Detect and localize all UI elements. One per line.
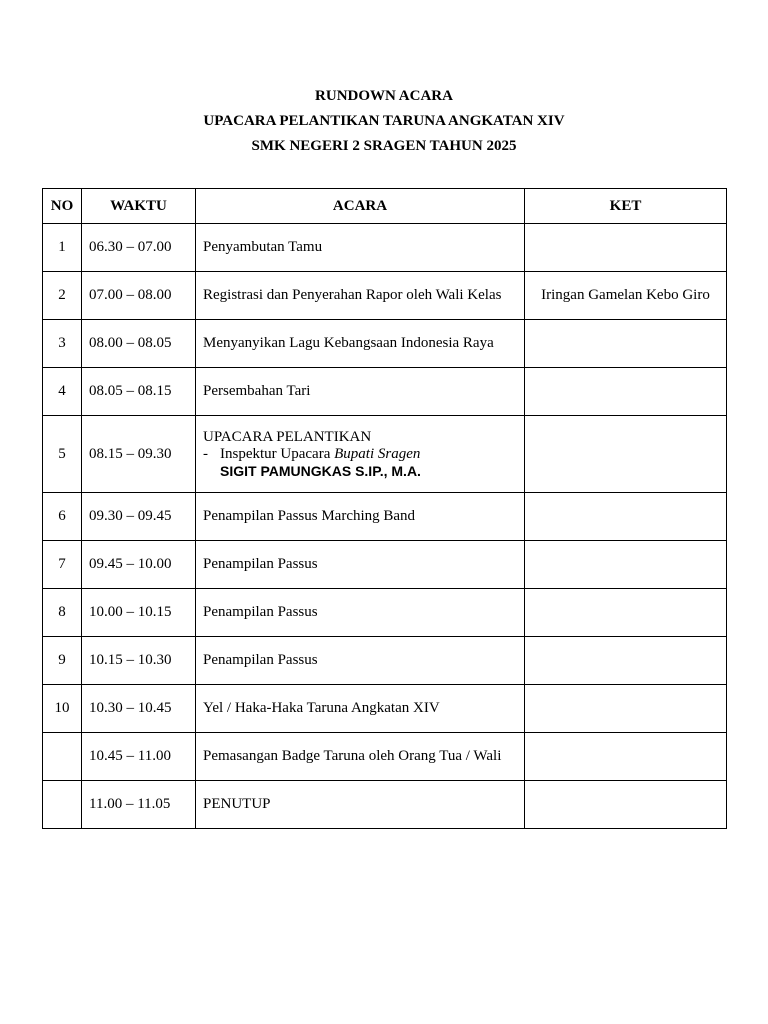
cell-ket [525, 320, 727, 368]
table-row [43, 416, 727, 493]
document-subtitle: UPACARA PELANTIKAN TARUNA ANGKATAN XIV [203, 113, 565, 129]
cell-waktu: 08.00 – 08.05 [82, 320, 196, 368]
cell-no: 2 [43, 272, 82, 320]
column-header-acara: ACARA [196, 189, 525, 224]
document-school-year: SMK NEGERI 2 SRAGEN TAHUN 2025 [251, 138, 517, 154]
cell-ket [525, 685, 727, 733]
table-row [43, 637, 727, 685]
cell-ket [525, 589, 727, 637]
cell-no: 8 [43, 589, 82, 637]
table-row [43, 781, 727, 829]
cell-no: 10 [43, 685, 82, 733]
cell-no: 4 [43, 368, 82, 416]
cell-waktu: 11.00 – 11.05 [82, 781, 196, 829]
cell-waktu: 10.00 – 10.15 [82, 589, 196, 637]
cell-acara: Yel / Haka-Haka Taruna Angkatan XIV [196, 685, 525, 733]
document-title: RUNDOWN ACARA [315, 88, 453, 104]
inspector-role: Bupati Sragen [334, 445, 421, 462]
cell-no: 3 [43, 320, 82, 368]
cell-waktu: 10.15 – 10.30 [82, 637, 196, 685]
table-row [43, 685, 727, 733]
cell-acara: Penampilan Passus [196, 637, 525, 685]
cell-waktu: 08.15 – 09.30 [82, 416, 196, 493]
cell-waktu: 09.30 – 09.45 [82, 493, 196, 541]
cell-ket [525, 416, 727, 493]
cell-ket [525, 541, 727, 589]
list-dash: - [203, 445, 208, 462]
cell-no: 7 [43, 541, 82, 589]
column-header-no: NO [43, 189, 82, 224]
table-header-row [43, 189, 727, 224]
rundown-table [42, 188, 727, 829]
cell-waktu: 09.45 – 10.00 [82, 541, 196, 589]
cell-acara: Penampilan Passus [196, 541, 525, 589]
document-header [0, 86, 768, 161]
cell-acara: Menyanyikan Lagu Kebangsaan Indonesia Raya [196, 320, 525, 368]
cell-acara: PENUTUP [196, 781, 525, 829]
table-row [43, 320, 727, 368]
cell-no: 1 [43, 224, 82, 272]
cell-no [43, 733, 82, 781]
cell-ket [525, 733, 727, 781]
table-row [43, 368, 727, 416]
cell-waktu: 06.30 – 07.00 [82, 224, 196, 272]
cell-ket [525, 637, 727, 685]
table-row [43, 589, 727, 637]
table-row [43, 541, 727, 589]
cell-ket [525, 493, 727, 541]
cell-no [43, 781, 82, 829]
cell-acara: Pemasangan Badge Taruna oleh Orang Tua / Wali [196, 733, 525, 781]
cell-ket [525, 781, 727, 829]
cell-acara: Persembahan Tari [196, 368, 525, 416]
cell-ket [525, 224, 727, 272]
table-row [43, 224, 727, 272]
inspector-label: Inspektur Upacara [220, 445, 331, 462]
inspector-name: SIGIT PAMUNGKAS S.IP., M.A. [220, 462, 421, 479]
cell-no: 9 [43, 637, 82, 685]
table-row [43, 493, 727, 541]
cell-acara: Penyambutan Tamu [196, 224, 525, 272]
column-header-ket: KET [525, 189, 727, 224]
ceremony-title: UPACARA PELANTIKAN [203, 428, 372, 445]
cell-acara: Registrasi dan Penyerahan Rapor oleh Wali Kelas [196, 272, 525, 320]
cell-ket [525, 368, 727, 416]
cell-waktu: 08.05 – 08.15 [82, 368, 196, 416]
cell-ket: Iringan Gamelan Kebo Giro [525, 272, 727, 320]
column-header-waktu: WAKTU [82, 189, 196, 224]
cell-waktu: 10.45 – 11.00 [82, 733, 196, 781]
cell-acara: Penampilan Passus Marching Band [196, 493, 525, 541]
cell-acara [196, 416, 525, 493]
cell-waktu: 07.00 – 08.00 [82, 272, 196, 320]
ceremony-inspector-line [203, 446, 517, 463]
cell-no: 5 [43, 416, 82, 493]
table-row [43, 272, 727, 320]
cell-no: 6 [43, 493, 82, 541]
cell-waktu: 10.30 – 10.45 [82, 685, 196, 733]
table-row [43, 733, 727, 781]
cell-acara: Penampilan Passus [196, 589, 525, 637]
